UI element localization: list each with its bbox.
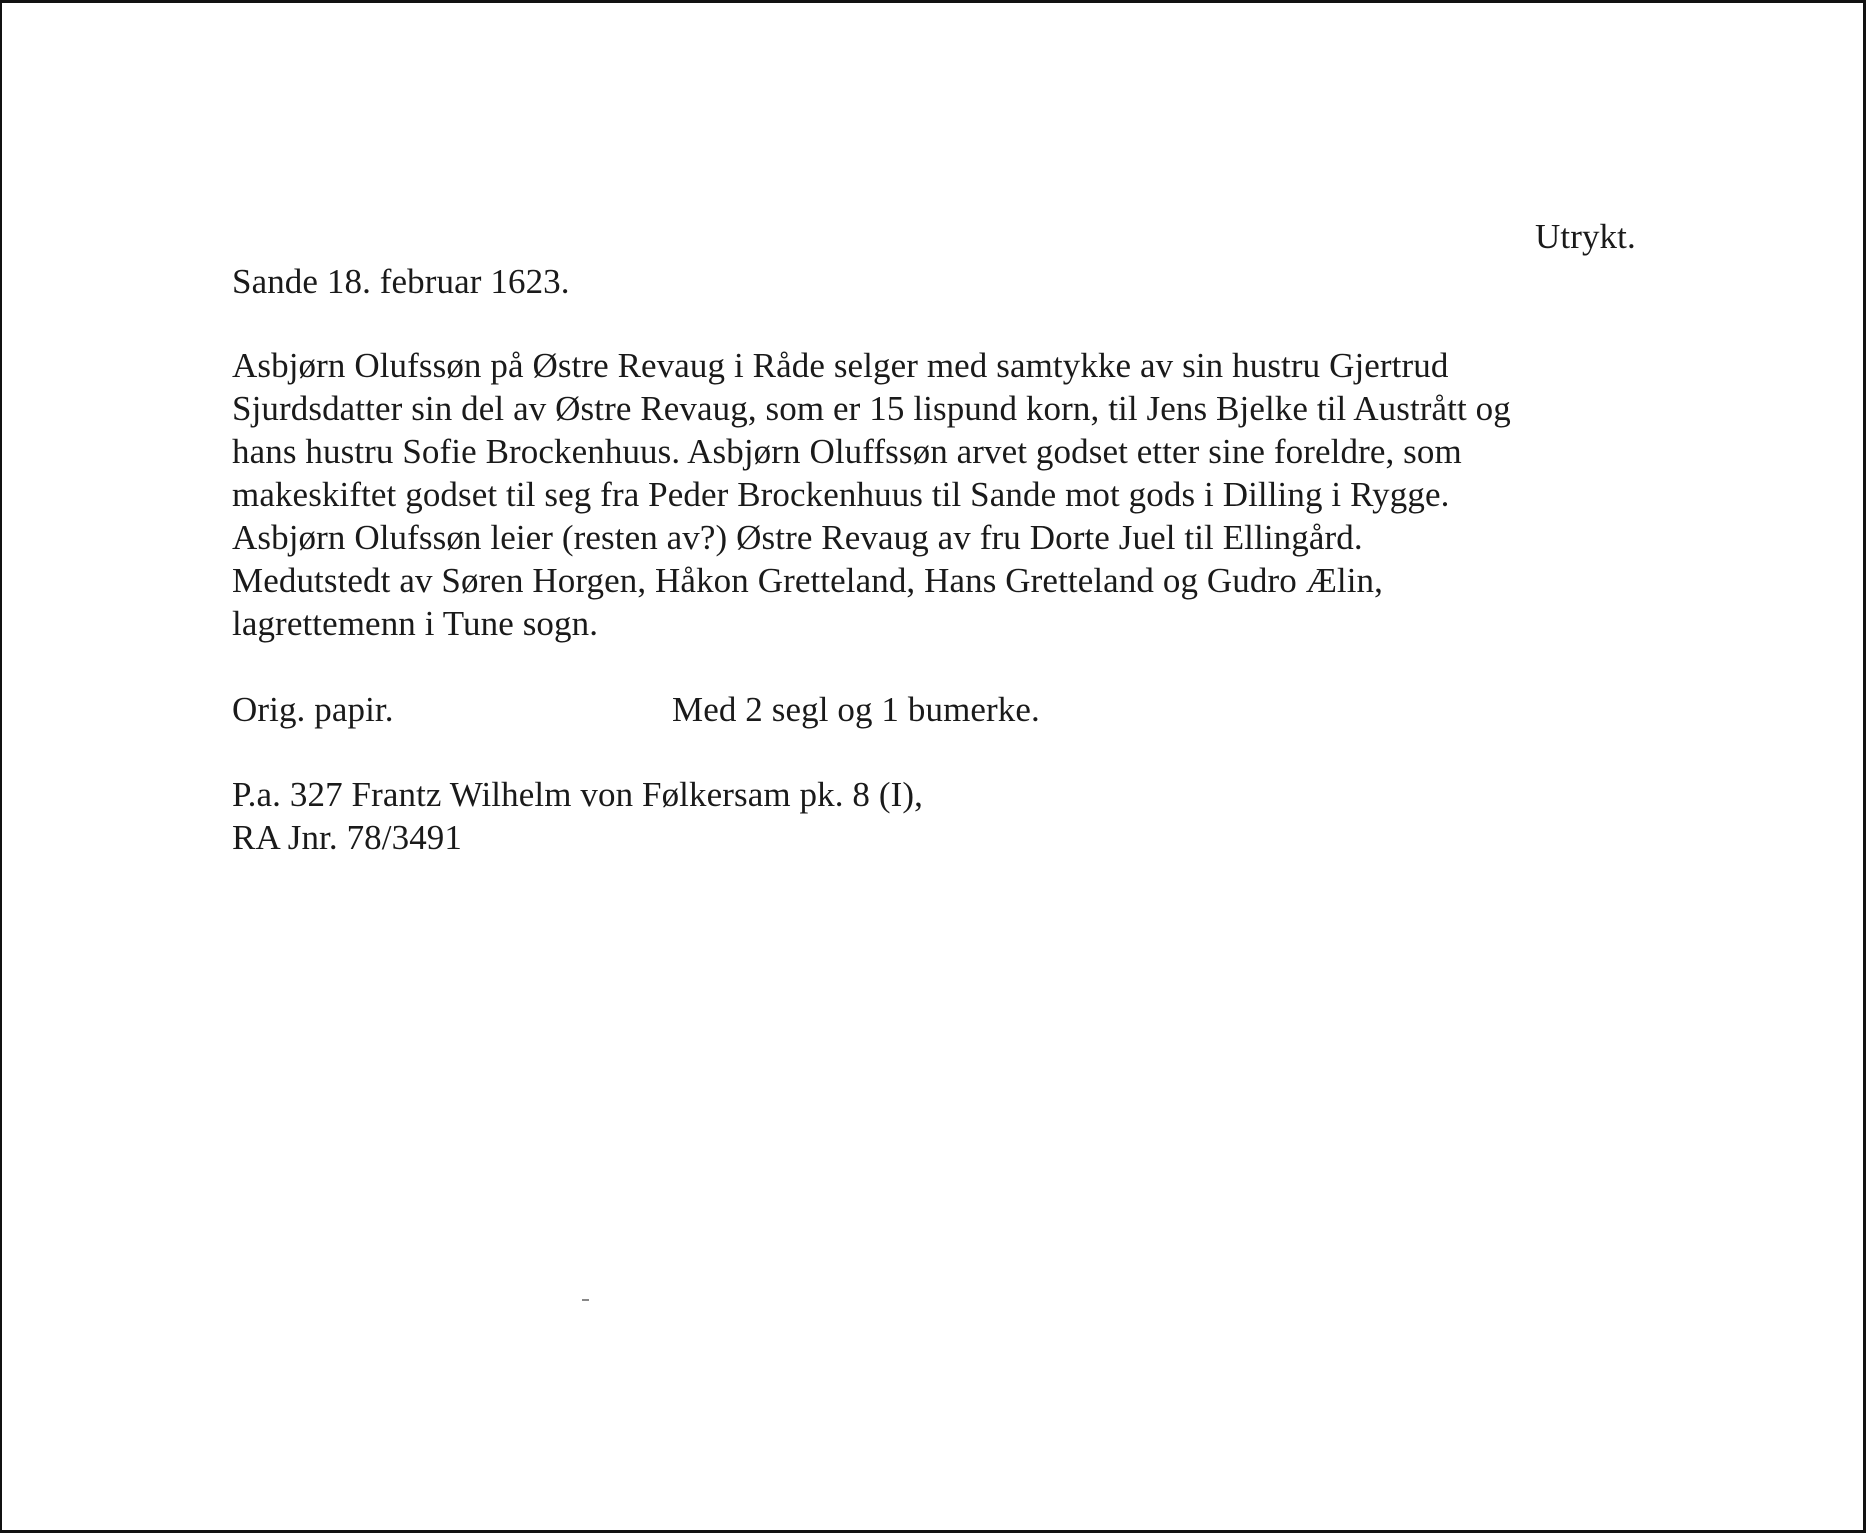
summary-line: Medutstedt av Søren Horgen, Håkon Gretteland, Hans Gretteland og Gudro Ælin, bbox=[232, 561, 1384, 600]
summary-line: Asbjørn Olufssøn på Østre Revaug i Råde selger med samtykke av sin hustru Gjertrud bbox=[232, 346, 1449, 385]
summary-line: hans hustru Sofie Brockenhuus. Asbjørn Oluffssøn arvet godset etter sine foreldre, som bbox=[232, 432, 1462, 471]
archive-line: RA Jnr. 78/3491 bbox=[232, 818, 463, 857]
summary-line: makeskiftet godset til seg fra Peder Brockenhuus til Sande mot gods i Dilling i Rygge. bbox=[232, 475, 1450, 514]
place-and-date: Sande 18. februar 1623. bbox=[232, 262, 570, 301]
summary-line: Sjurdsdatter sin del av Østre Revaug, som er 15 lispund korn, til Jens Bjelke til Austrått og bbox=[232, 389, 1511, 428]
summary-paragraph bbox=[232, 344, 1511, 645]
scan-speck bbox=[582, 1299, 589, 1301]
archive-line: P.a. 327 Frantz Wilhelm von Følkersam pk. 8 (I), bbox=[232, 775, 923, 814]
seals-note: Med 2 segl og 1 bumerke. bbox=[672, 690, 1040, 729]
archive-reference bbox=[232, 773, 923, 859]
original-format: Orig. papir. bbox=[232, 690, 394, 729]
summary-line: Asbjørn Olufssøn leier (resten av?) Østre Revaug av fru Dorte Juel til Ellingård. bbox=[232, 518, 1363, 557]
print-status: Utrykt. bbox=[1535, 217, 1636, 256]
summary-line: lagrettemenn i Tune sogn. bbox=[232, 604, 599, 643]
